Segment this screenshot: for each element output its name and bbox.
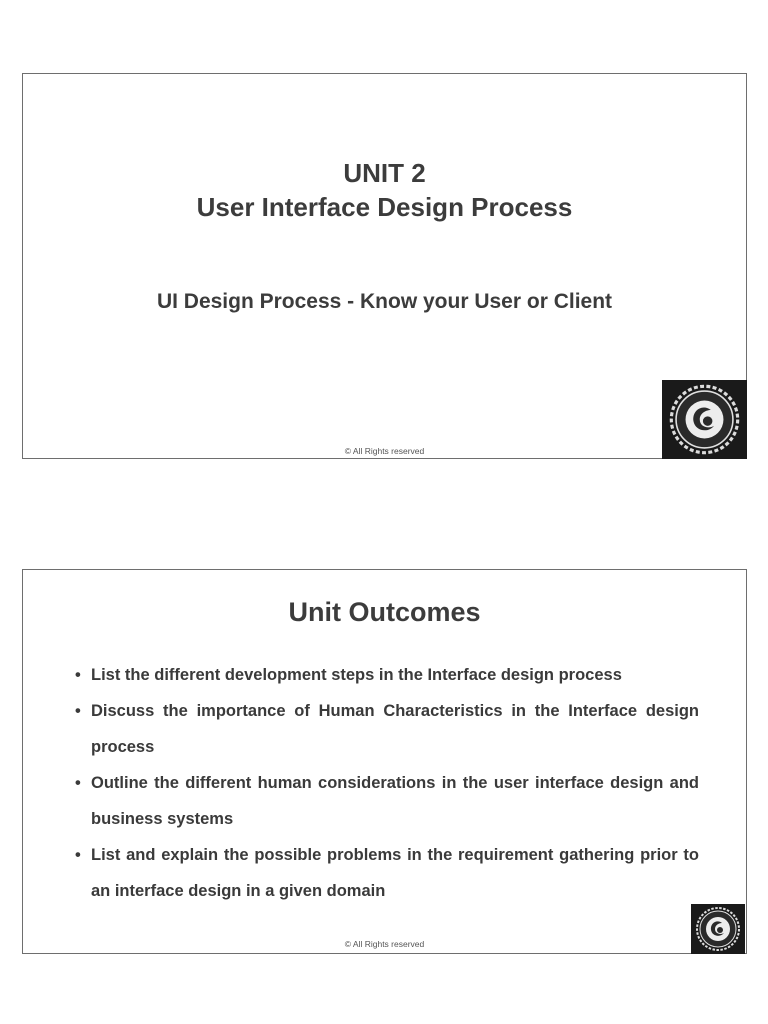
slide-subtitle: UI Design Process - Know your User or Client bbox=[156, 290, 613, 313]
outcome-text: List the different development steps in the Interface design process bbox=[91, 666, 622, 684]
bullet: • bbox=[75, 774, 81, 792]
graphic-era-logo bbox=[662, 380, 747, 459]
bullet: • bbox=[75, 702, 81, 720]
bullet: • bbox=[75, 846, 81, 864]
outcome-text: Discuss the importance of Human Characteristics in the Interface design process bbox=[91, 702, 699, 756]
graphic-era-logo bbox=[691, 904, 745, 954]
list-item bbox=[75, 693, 699, 765]
logo-emblem-icon bbox=[662, 380, 747, 459]
slide-title bbox=[22, 73, 747, 459]
list-item bbox=[75, 657, 699, 693]
outcomes-list bbox=[75, 657, 699, 909]
bullet: • bbox=[75, 666, 81, 684]
outcome-text: Outline the different human considerations in the user interface design and business systems bbox=[91, 774, 699, 828]
slide-title-text: User Interface Design Process bbox=[196, 192, 573, 222]
logo-emblem-icon bbox=[691, 904, 745, 954]
outcome-text: List and explain the possible problems in the requirement gathering prior to an interface design in a given domain bbox=[91, 846, 699, 900]
unit-label: UNIT 2 bbox=[343, 158, 426, 188]
copyright-footer: © All Rights reserved bbox=[344, 939, 425, 949]
list-item bbox=[75, 837, 699, 909]
copyright-footer: © All Rights reserved bbox=[344, 446, 425, 456]
list-item bbox=[75, 765, 699, 837]
outcomes-heading: Unit Outcomes bbox=[288, 597, 481, 627]
slide-outcomes bbox=[22, 569, 747, 954]
